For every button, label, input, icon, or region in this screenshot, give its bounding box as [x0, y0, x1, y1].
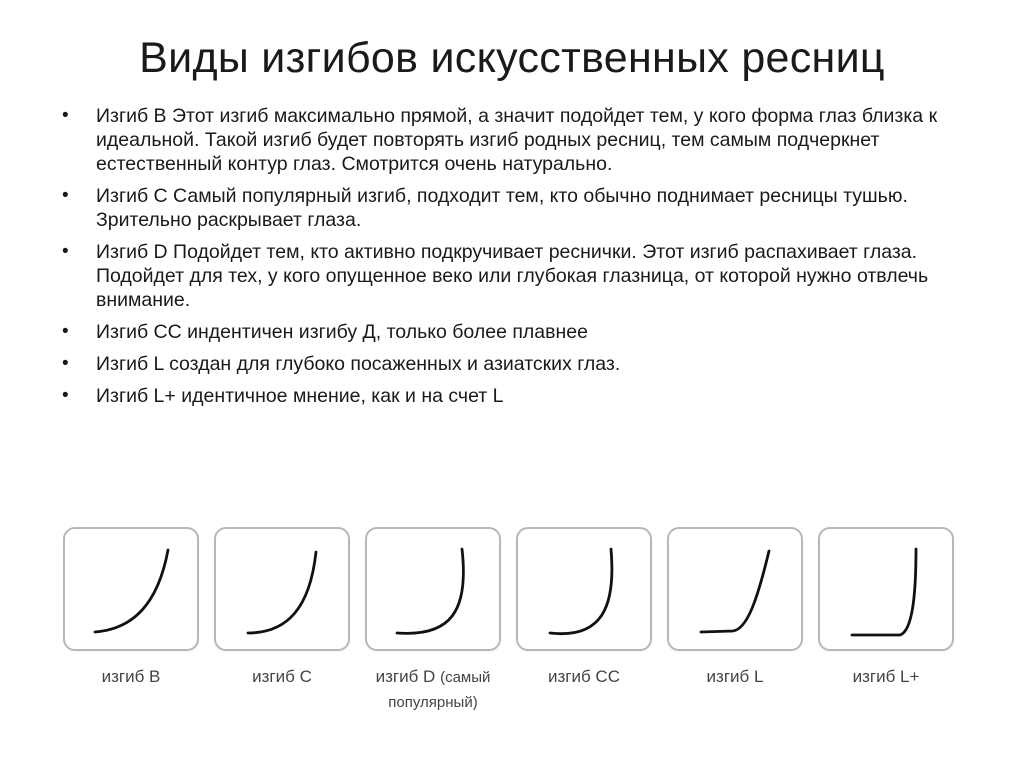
- bullet-dot: •: [62, 241, 69, 262]
- curl-label-text: изгиб L+: [852, 667, 920, 686]
- curl-card-frame: [818, 527, 954, 651]
- curl-card-frame: [214, 527, 350, 651]
- bullet-item-c: [62, 184, 962, 232]
- bullet-dot: •: [62, 353, 69, 374]
- lash-curl-l-icon: [669, 529, 801, 649]
- lash-curl-b-icon: [65, 529, 197, 649]
- curl-label-text: изгиб C: [252, 667, 312, 686]
- curl-type-cards: [63, 527, 963, 727]
- curl-card-frame: [365, 527, 501, 651]
- curl-card-d: [365, 527, 505, 715]
- bullet-list: [62, 104, 962, 416]
- curl-card-label: [63, 665, 199, 689]
- curl-card-label: [365, 665, 501, 715]
- curl-card-l-plus: [818, 527, 958, 689]
- curl-card-label: [516, 665, 652, 689]
- curl-label-note: (самый популярный): [388, 669, 491, 711]
- bullet-text: Изгиб L создан для глубоко посаженных и азиатских глаз.: [96, 353, 621, 375]
- curl-label-text: изгиб L: [706, 667, 764, 686]
- curl-card-frame: [516, 527, 652, 651]
- curl-label-text: изгиб D: [375, 667, 436, 686]
- lash-curl-cc-icon: [518, 529, 650, 649]
- bullet-dot: •: [62, 321, 69, 342]
- bullet-item-l: [62, 352, 962, 376]
- bullet-text: Изгиб C Самый популярный изгиб, подходит тем, кто обычно поднимает ресницы тушью. Зрительно раскрывает глаза.: [96, 185, 908, 231]
- curl-card-frame: [667, 527, 803, 651]
- lash-curl-c-icon: [216, 529, 348, 649]
- curl-card-l: [667, 527, 807, 689]
- curl-card-c: [214, 527, 354, 689]
- curl-card-label: [667, 665, 803, 689]
- lash-curl-l-plus-icon: [820, 529, 952, 649]
- curl-card-label: [214, 665, 350, 689]
- curl-card-frame: [63, 527, 199, 651]
- curl-label-text: изгиб B: [101, 667, 161, 686]
- bullet-dot: •: [62, 105, 69, 126]
- bullet-item-l-plus: [62, 384, 962, 408]
- curl-label-text: изгиб CC: [547, 667, 620, 686]
- bullet-text: Изгиб B Этот изгиб максимально прямой, а значит подойдет тем, у кого форма глаз близка к идеальной. Такой изгиб будет повторять изгиб родных ресниц, тем самым подчеркнет естественный контур глаз. Смотрится очень натурально.: [96, 105, 938, 175]
- curl-card-cc: [516, 527, 656, 689]
- lash-curl-d-icon: [367, 529, 499, 649]
- bullet-text: Изгиб D Подойдет тем, кто активно подкручивает реснички. Этот изгиб распахивает глаза. Подойдет для тех, у кого опущенное веко или глубокая глазница, от которой нужно отвлечь внимание.: [96, 241, 929, 311]
- bullet-dot: •: [62, 385, 69, 406]
- slide-title: Виды изгибов искусственных ресниц: [139, 34, 885, 82]
- bullet-text: Изгиб CC индентичен изгибу Д, только более плавнее: [96, 321, 588, 343]
- bullet-item-b: [62, 104, 962, 176]
- curl-card-label: [818, 665, 954, 689]
- bullet-text: Изгиб L+ идентичное мнение, как и на счет L: [96, 385, 504, 407]
- curl-card-b: [63, 527, 203, 689]
- bullet-item-d: [62, 240, 962, 312]
- bullet-item-cc: [62, 320, 962, 344]
- bullet-dot: •: [62, 185, 69, 206]
